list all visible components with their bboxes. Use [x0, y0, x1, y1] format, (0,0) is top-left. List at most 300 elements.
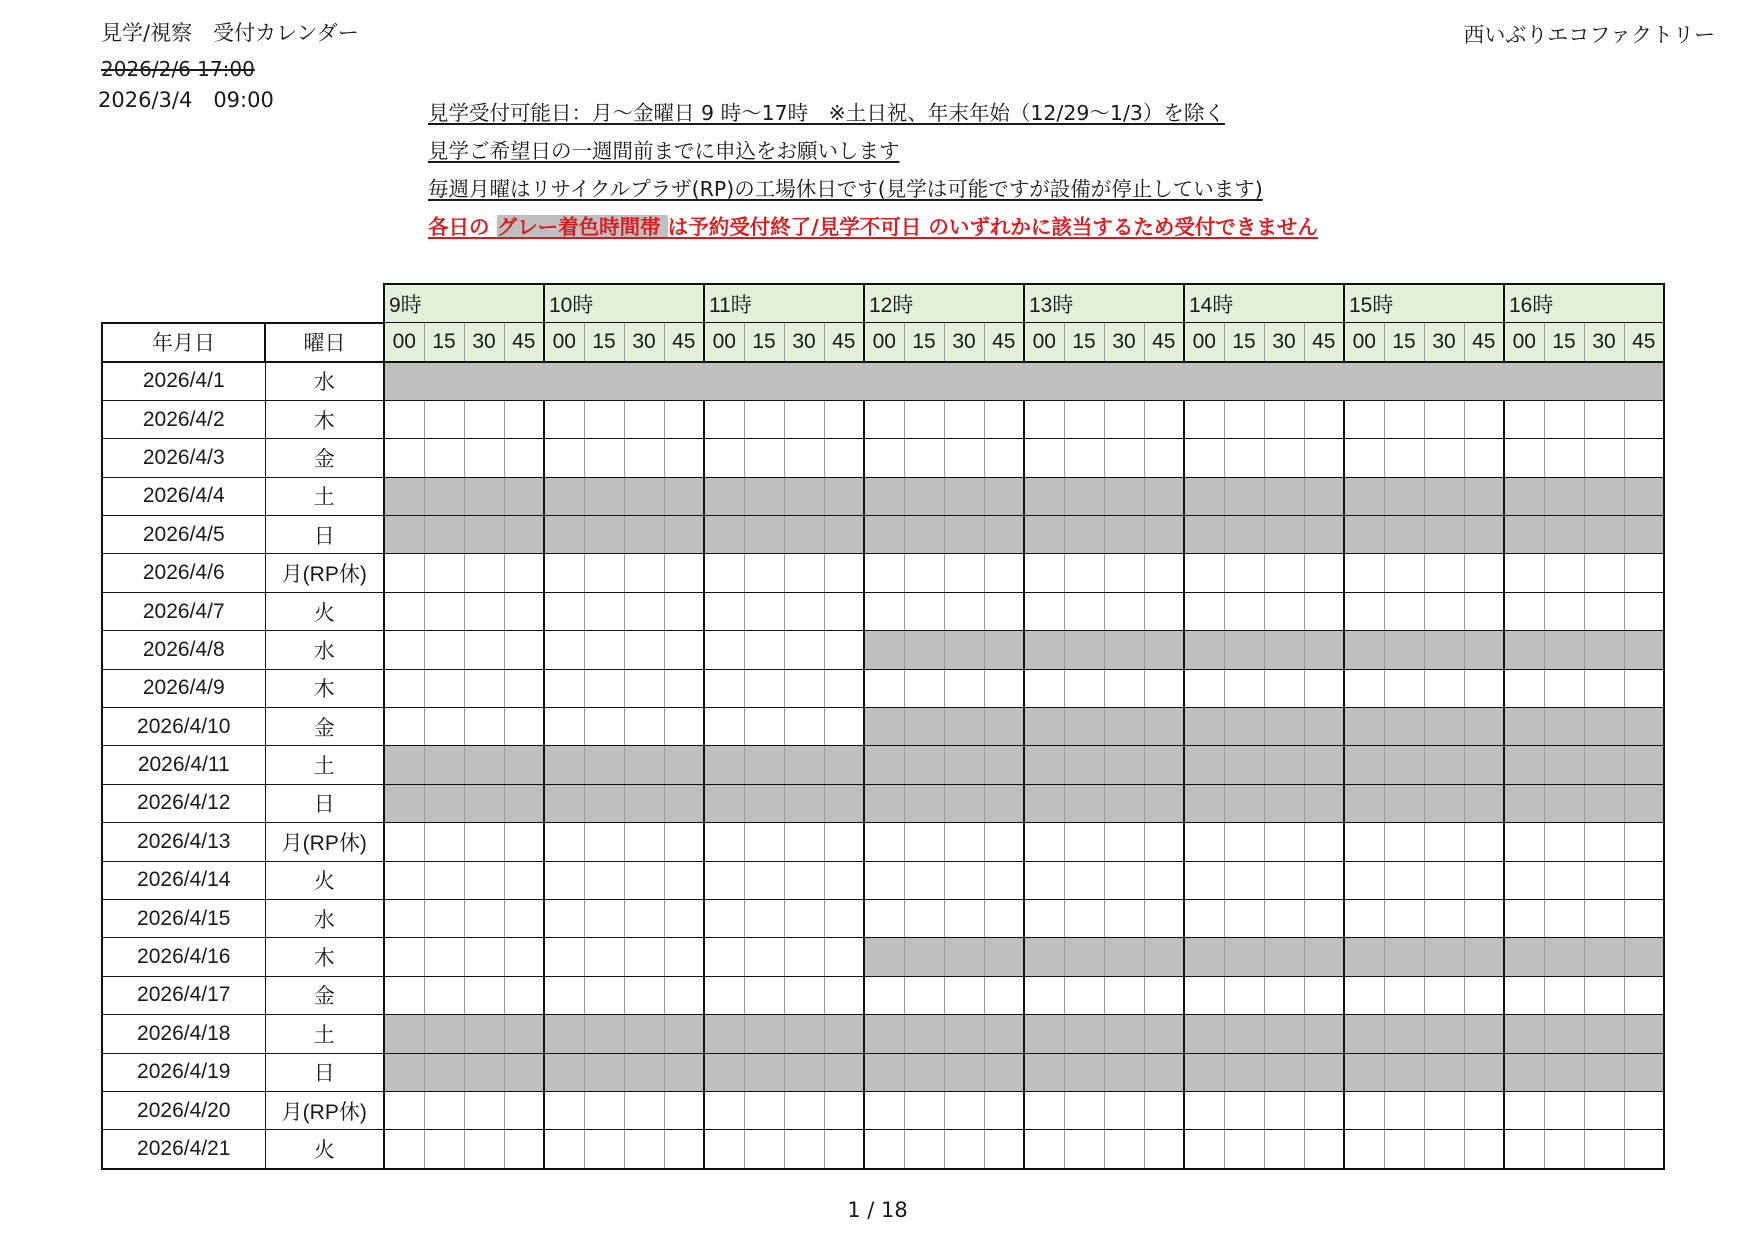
time-slot[interactable] — [1384, 669, 1424, 707]
time-slot[interactable] — [384, 554, 424, 592]
time-slot[interactable] — [1224, 669, 1264, 707]
time-slot[interactable] — [1144, 439, 1184, 477]
time-slot[interactable] — [424, 631, 464, 669]
time-slot[interactable] — [1104, 592, 1144, 630]
time-slot[interactable] — [1104, 899, 1144, 937]
time-slot[interactable] — [1064, 861, 1104, 899]
time-slot[interactable] — [1304, 861, 1344, 899]
time-slot[interactable] — [824, 631, 864, 669]
time-slot[interactable] — [424, 1091, 464, 1129]
time-slot[interactable] — [1464, 400, 1504, 438]
time-slot[interactable] — [1304, 1130, 1344, 1169]
time-slot[interactable] — [1264, 861, 1304, 899]
time-slot[interactable] — [1504, 400, 1544, 438]
time-slot[interactable] — [464, 938, 504, 976]
time-slot[interactable] — [1544, 439, 1584, 477]
time-slot[interactable] — [1024, 823, 1064, 861]
time-slot[interactable] — [664, 1091, 704, 1129]
time-slot[interactable] — [904, 861, 944, 899]
time-slot[interactable] — [824, 1130, 864, 1169]
time-slot[interactable] — [584, 823, 624, 861]
time-slot[interactable] — [1424, 1091, 1464, 1129]
time-slot[interactable] — [1304, 439, 1344, 477]
time-slot[interactable] — [1144, 823, 1184, 861]
time-slot[interactable] — [1384, 592, 1424, 630]
time-slot[interactable] — [1464, 554, 1504, 592]
time-slot[interactable] — [944, 1091, 984, 1129]
time-slot[interactable] — [1584, 823, 1624, 861]
time-slot[interactable] — [1104, 554, 1144, 592]
time-slot[interactable] — [1344, 1130, 1384, 1169]
time-slot[interactable] — [1144, 400, 1184, 438]
time-slot[interactable] — [1624, 439, 1664, 477]
time-slot[interactable] — [1064, 554, 1104, 592]
time-slot[interactable] — [384, 1130, 424, 1169]
time-slot[interactable] — [1264, 1130, 1304, 1169]
time-slot[interactable] — [504, 554, 544, 592]
time-slot[interactable] — [1024, 861, 1064, 899]
time-slot[interactable] — [664, 976, 704, 1014]
time-slot[interactable] — [864, 439, 904, 477]
time-slot[interactable] — [1024, 976, 1064, 1014]
time-slot[interactable] — [504, 938, 544, 976]
time-slot[interactable] — [584, 861, 624, 899]
time-slot[interactable] — [704, 899, 744, 937]
time-slot[interactable] — [424, 861, 464, 899]
time-slot[interactable] — [664, 439, 704, 477]
time-slot[interactable] — [1104, 861, 1144, 899]
time-slot[interactable] — [864, 1091, 904, 1129]
time-slot[interactable] — [1064, 592, 1104, 630]
time-slot[interactable] — [864, 861, 904, 899]
time-slot[interactable] — [1624, 669, 1664, 707]
time-slot[interactable] — [784, 861, 824, 899]
time-slot[interactable] — [1184, 861, 1224, 899]
time-slot[interactable] — [704, 439, 744, 477]
time-slot[interactable] — [384, 976, 424, 1014]
time-slot[interactable] — [1024, 899, 1064, 937]
time-slot[interactable] — [1424, 400, 1464, 438]
time-slot[interactable] — [984, 439, 1024, 477]
time-slot[interactable] — [1504, 861, 1544, 899]
time-slot[interactable] — [744, 899, 784, 937]
time-slot[interactable] — [1464, 669, 1504, 707]
time-slot[interactable] — [384, 669, 424, 707]
time-slot[interactable] — [504, 400, 544, 438]
time-slot[interactable] — [1384, 554, 1424, 592]
time-slot[interactable] — [1024, 1130, 1064, 1169]
time-slot[interactable] — [384, 1091, 424, 1129]
time-slot[interactable] — [1024, 669, 1064, 707]
time-slot[interactable] — [784, 708, 824, 746]
time-slot[interactable] — [824, 592, 864, 630]
time-slot[interactable] — [1344, 861, 1384, 899]
time-slot[interactable] — [1344, 1091, 1384, 1129]
time-slot[interactable] — [584, 938, 624, 976]
time-slot[interactable] — [584, 400, 624, 438]
time-slot[interactable] — [864, 669, 904, 707]
time-slot[interactable] — [864, 899, 904, 937]
time-slot[interactable] — [424, 400, 464, 438]
time-slot[interactable] — [1464, 976, 1504, 1014]
time-slot[interactable] — [1504, 976, 1544, 1014]
time-slot[interactable] — [784, 631, 824, 669]
time-slot[interactable] — [1304, 400, 1344, 438]
time-slot[interactable] — [744, 400, 784, 438]
time-slot[interactable] — [1264, 976, 1304, 1014]
time-slot[interactable] — [1064, 669, 1104, 707]
time-slot[interactable] — [1344, 669, 1384, 707]
time-slot[interactable] — [1144, 899, 1184, 937]
time-slot[interactable] — [424, 899, 464, 937]
time-slot[interactable] — [904, 400, 944, 438]
time-slot[interactable] — [704, 631, 744, 669]
time-slot[interactable] — [1104, 400, 1144, 438]
time-slot[interactable] — [784, 439, 824, 477]
time-slot[interactable] — [1304, 899, 1344, 937]
time-slot[interactable] — [504, 823, 544, 861]
time-slot[interactable] — [664, 592, 704, 630]
time-slot[interactable] — [384, 400, 424, 438]
time-slot[interactable] — [1144, 976, 1184, 1014]
time-slot[interactable] — [784, 554, 824, 592]
time-slot[interactable] — [1344, 976, 1384, 1014]
time-slot[interactable] — [504, 1091, 544, 1129]
time-slot[interactable] — [1224, 976, 1264, 1014]
time-slot[interactable] — [384, 631, 424, 669]
time-slot[interactable] — [864, 400, 904, 438]
time-slot[interactable] — [704, 708, 744, 746]
time-slot[interactable] — [1184, 976, 1224, 1014]
time-slot[interactable] — [464, 439, 504, 477]
time-slot[interactable] — [544, 439, 584, 477]
time-slot[interactable] — [864, 554, 904, 592]
time-slot[interactable] — [624, 554, 664, 592]
time-slot[interactable] — [1224, 554, 1264, 592]
time-slot[interactable] — [904, 976, 944, 1014]
time-slot[interactable] — [704, 1091, 744, 1129]
time-slot[interactable] — [744, 669, 784, 707]
time-slot[interactable] — [824, 1091, 864, 1129]
time-slot[interactable] — [1224, 899, 1264, 937]
time-slot[interactable] — [704, 592, 744, 630]
time-slot[interactable] — [1504, 439, 1544, 477]
time-slot[interactable] — [1144, 861, 1184, 899]
time-slot[interactable] — [424, 976, 464, 1014]
time-slot[interactable] — [1264, 669, 1304, 707]
time-slot[interactable] — [1344, 439, 1384, 477]
time-slot[interactable] — [664, 899, 704, 937]
time-slot[interactable] — [784, 1130, 824, 1169]
time-slot[interactable] — [1544, 400, 1584, 438]
time-slot[interactable] — [824, 669, 864, 707]
time-slot[interactable] — [704, 1130, 744, 1169]
time-slot[interactable] — [1624, 554, 1664, 592]
time-slot[interactable] — [664, 708, 704, 746]
time-slot[interactable] — [664, 554, 704, 592]
time-slot[interactable] — [984, 899, 1024, 937]
time-slot[interactable] — [544, 631, 584, 669]
time-slot[interactable] — [1224, 861, 1264, 899]
time-slot[interactable] — [504, 592, 544, 630]
time-slot[interactable] — [544, 1091, 584, 1129]
time-slot[interactable] — [984, 1091, 1024, 1129]
time-slot[interactable] — [744, 592, 784, 630]
time-slot[interactable] — [504, 861, 544, 899]
time-slot[interactable] — [704, 554, 744, 592]
time-slot[interactable] — [584, 1130, 624, 1169]
time-slot[interactable] — [664, 669, 704, 707]
time-slot[interactable] — [784, 938, 824, 976]
time-slot[interactable] — [624, 899, 664, 937]
time-slot[interactable] — [424, 708, 464, 746]
time-slot[interactable] — [944, 439, 984, 477]
time-slot[interactable] — [704, 400, 744, 438]
time-slot[interactable] — [1224, 1091, 1264, 1129]
time-slot[interactable] — [1544, 823, 1584, 861]
time-slot[interactable] — [464, 976, 504, 1014]
time-slot[interactable] — [464, 669, 504, 707]
time-slot[interactable] — [904, 1091, 944, 1129]
time-slot[interactable] — [1064, 1130, 1104, 1169]
time-slot[interactable] — [1384, 439, 1424, 477]
time-slot[interactable] — [384, 439, 424, 477]
time-slot[interactable] — [744, 1091, 784, 1129]
time-slot[interactable] — [744, 976, 784, 1014]
time-slot[interactable] — [984, 861, 1024, 899]
time-slot[interactable] — [824, 823, 864, 861]
time-slot[interactable] — [824, 938, 864, 976]
time-slot[interactable] — [1464, 1130, 1504, 1169]
time-slot[interactable] — [384, 592, 424, 630]
time-slot[interactable] — [624, 861, 664, 899]
time-slot[interactable] — [784, 823, 824, 861]
time-slot[interactable] — [1544, 1091, 1584, 1129]
time-slot[interactable] — [1304, 823, 1344, 861]
time-slot[interactable] — [904, 823, 944, 861]
time-slot[interactable] — [624, 669, 664, 707]
time-slot[interactable] — [1264, 554, 1304, 592]
time-slot[interactable] — [624, 439, 664, 477]
time-slot[interactable] — [544, 592, 584, 630]
time-slot[interactable] — [1584, 400, 1624, 438]
time-slot[interactable] — [1184, 669, 1224, 707]
time-slot[interactable] — [904, 669, 944, 707]
time-slot[interactable] — [1584, 1091, 1624, 1129]
time-slot[interactable] — [504, 708, 544, 746]
time-slot[interactable] — [1024, 439, 1064, 477]
time-slot[interactable] — [704, 976, 744, 1014]
time-slot[interactable] — [1224, 592, 1264, 630]
time-slot[interactable] — [504, 1130, 544, 1169]
time-slot[interactable] — [384, 899, 424, 937]
time-slot[interactable] — [744, 708, 784, 746]
time-slot[interactable] — [1544, 554, 1584, 592]
time-slot[interactable] — [1304, 554, 1344, 592]
time-slot[interactable] — [904, 1130, 944, 1169]
time-slot[interactable] — [1424, 592, 1464, 630]
time-slot[interactable] — [984, 1130, 1024, 1169]
time-slot[interactable] — [664, 400, 704, 438]
time-slot[interactable] — [1304, 592, 1344, 630]
time-slot[interactable] — [624, 823, 664, 861]
time-slot[interactable] — [1224, 439, 1264, 477]
time-slot[interactable] — [624, 400, 664, 438]
time-slot[interactable] — [944, 669, 984, 707]
time-slot[interactable] — [944, 554, 984, 592]
time-slot[interactable] — [824, 400, 864, 438]
time-slot[interactable] — [1544, 899, 1584, 937]
time-slot[interactable] — [1224, 1130, 1264, 1169]
time-slot[interactable] — [1184, 899, 1224, 937]
time-slot[interactable] — [1584, 1130, 1624, 1169]
time-slot[interactable] — [1384, 1091, 1424, 1129]
time-slot[interactable] — [584, 592, 624, 630]
time-slot[interactable] — [824, 861, 864, 899]
time-slot[interactable] — [1504, 823, 1544, 861]
time-slot[interactable] — [1304, 976, 1344, 1014]
time-slot[interactable] — [464, 1130, 504, 1169]
time-slot[interactable] — [1304, 669, 1344, 707]
time-slot[interactable] — [1024, 400, 1064, 438]
time-slot[interactable] — [784, 400, 824, 438]
time-slot[interactable] — [1384, 823, 1424, 861]
time-slot[interactable] — [744, 823, 784, 861]
time-slot[interactable] — [1224, 400, 1264, 438]
time-slot[interactable] — [424, 938, 464, 976]
time-slot[interactable] — [504, 439, 544, 477]
time-slot[interactable] — [1144, 669, 1184, 707]
time-slot[interactable] — [464, 554, 504, 592]
time-slot[interactable] — [1264, 1091, 1304, 1129]
time-slot[interactable] — [1544, 1130, 1584, 1169]
time-slot[interactable] — [1024, 592, 1064, 630]
time-slot[interactable] — [504, 669, 544, 707]
time-slot[interactable] — [1624, 400, 1664, 438]
time-slot[interactable] — [544, 554, 584, 592]
time-slot[interactable] — [784, 1091, 824, 1129]
time-slot[interactable] — [624, 708, 664, 746]
time-slot[interactable] — [1344, 823, 1384, 861]
time-slot[interactable] — [424, 439, 464, 477]
time-slot[interactable] — [424, 823, 464, 861]
time-slot[interactable] — [744, 938, 784, 976]
time-slot[interactable] — [584, 554, 624, 592]
time-slot[interactable] — [624, 1130, 664, 1169]
time-slot[interactable] — [1104, 976, 1144, 1014]
time-slot[interactable] — [864, 1130, 904, 1169]
time-slot[interactable] — [1104, 1130, 1144, 1169]
time-slot[interactable] — [1504, 899, 1544, 937]
time-slot[interactable] — [984, 669, 1024, 707]
time-slot[interactable] — [984, 400, 1024, 438]
time-slot[interactable] — [1144, 554, 1184, 592]
time-slot[interactable] — [544, 823, 584, 861]
time-slot[interactable] — [584, 899, 624, 937]
time-slot[interactable] — [744, 554, 784, 592]
time-slot[interactable] — [624, 592, 664, 630]
time-slot[interactable] — [1224, 823, 1264, 861]
time-slot[interactable] — [744, 439, 784, 477]
time-slot[interactable] — [504, 631, 544, 669]
time-slot[interactable] — [1384, 976, 1424, 1014]
time-slot[interactable] — [1264, 899, 1304, 937]
time-slot[interactable] — [1464, 861, 1504, 899]
time-slot[interactable] — [904, 899, 944, 937]
time-slot[interactable] — [944, 823, 984, 861]
time-slot[interactable] — [1304, 1091, 1344, 1129]
time-slot[interactable] — [944, 400, 984, 438]
time-slot[interactable] — [424, 669, 464, 707]
time-slot[interactable] — [984, 976, 1024, 1014]
time-slot[interactable] — [1184, 1091, 1224, 1129]
time-slot[interactable] — [464, 400, 504, 438]
time-slot[interactable] — [544, 1130, 584, 1169]
time-slot[interactable] — [1144, 592, 1184, 630]
time-slot[interactable] — [1504, 1130, 1544, 1169]
time-slot[interactable] — [1384, 400, 1424, 438]
time-slot[interactable] — [904, 439, 944, 477]
time-slot[interactable] — [744, 1130, 784, 1169]
time-slot[interactable] — [984, 823, 1024, 861]
time-slot[interactable] — [1064, 976, 1104, 1014]
time-slot[interactable] — [1424, 554, 1464, 592]
time-slot[interactable] — [1624, 592, 1664, 630]
time-slot[interactable] — [1104, 1091, 1144, 1129]
time-slot[interactable] — [424, 1130, 464, 1169]
time-slot[interactable] — [544, 976, 584, 1014]
time-slot[interactable] — [1464, 823, 1504, 861]
time-slot[interactable] — [944, 861, 984, 899]
time-slot[interactable] — [1424, 861, 1464, 899]
time-slot[interactable] — [1184, 1130, 1224, 1169]
time-slot[interactable] — [1544, 976, 1584, 1014]
time-slot[interactable] — [1064, 823, 1104, 861]
time-slot[interactable] — [824, 708, 864, 746]
time-slot[interactable] — [1464, 1091, 1504, 1129]
time-slot[interactable] — [704, 669, 744, 707]
time-slot[interactable] — [584, 1091, 624, 1129]
time-slot[interactable] — [1424, 439, 1464, 477]
time-slot[interactable] — [1504, 1091, 1544, 1129]
time-slot[interactable] — [464, 861, 504, 899]
time-slot[interactable] — [1344, 554, 1384, 592]
time-slot[interactable] — [1504, 592, 1544, 630]
time-slot[interactable] — [1624, 1130, 1664, 1169]
time-slot[interactable] — [1544, 669, 1584, 707]
time-slot[interactable] — [584, 631, 624, 669]
time-slot[interactable] — [1424, 823, 1464, 861]
time-slot[interactable] — [664, 1130, 704, 1169]
time-slot[interactable] — [1584, 899, 1624, 937]
time-slot[interactable] — [1544, 861, 1584, 899]
time-slot[interactable] — [384, 708, 424, 746]
time-slot[interactable] — [1584, 669, 1624, 707]
time-slot[interactable] — [1584, 861, 1624, 899]
time-slot[interactable] — [1264, 439, 1304, 477]
time-slot[interactable] — [824, 554, 864, 592]
time-slot[interactable] — [824, 439, 864, 477]
time-slot[interactable] — [984, 554, 1024, 592]
time-slot[interactable] — [1584, 592, 1624, 630]
time-slot[interactable] — [944, 899, 984, 937]
time-slot[interactable] — [464, 708, 504, 746]
time-slot[interactable] — [1584, 439, 1624, 477]
time-slot[interactable] — [864, 592, 904, 630]
time-slot[interactable] — [784, 899, 824, 937]
time-slot[interactable] — [664, 823, 704, 861]
time-slot[interactable] — [1184, 554, 1224, 592]
